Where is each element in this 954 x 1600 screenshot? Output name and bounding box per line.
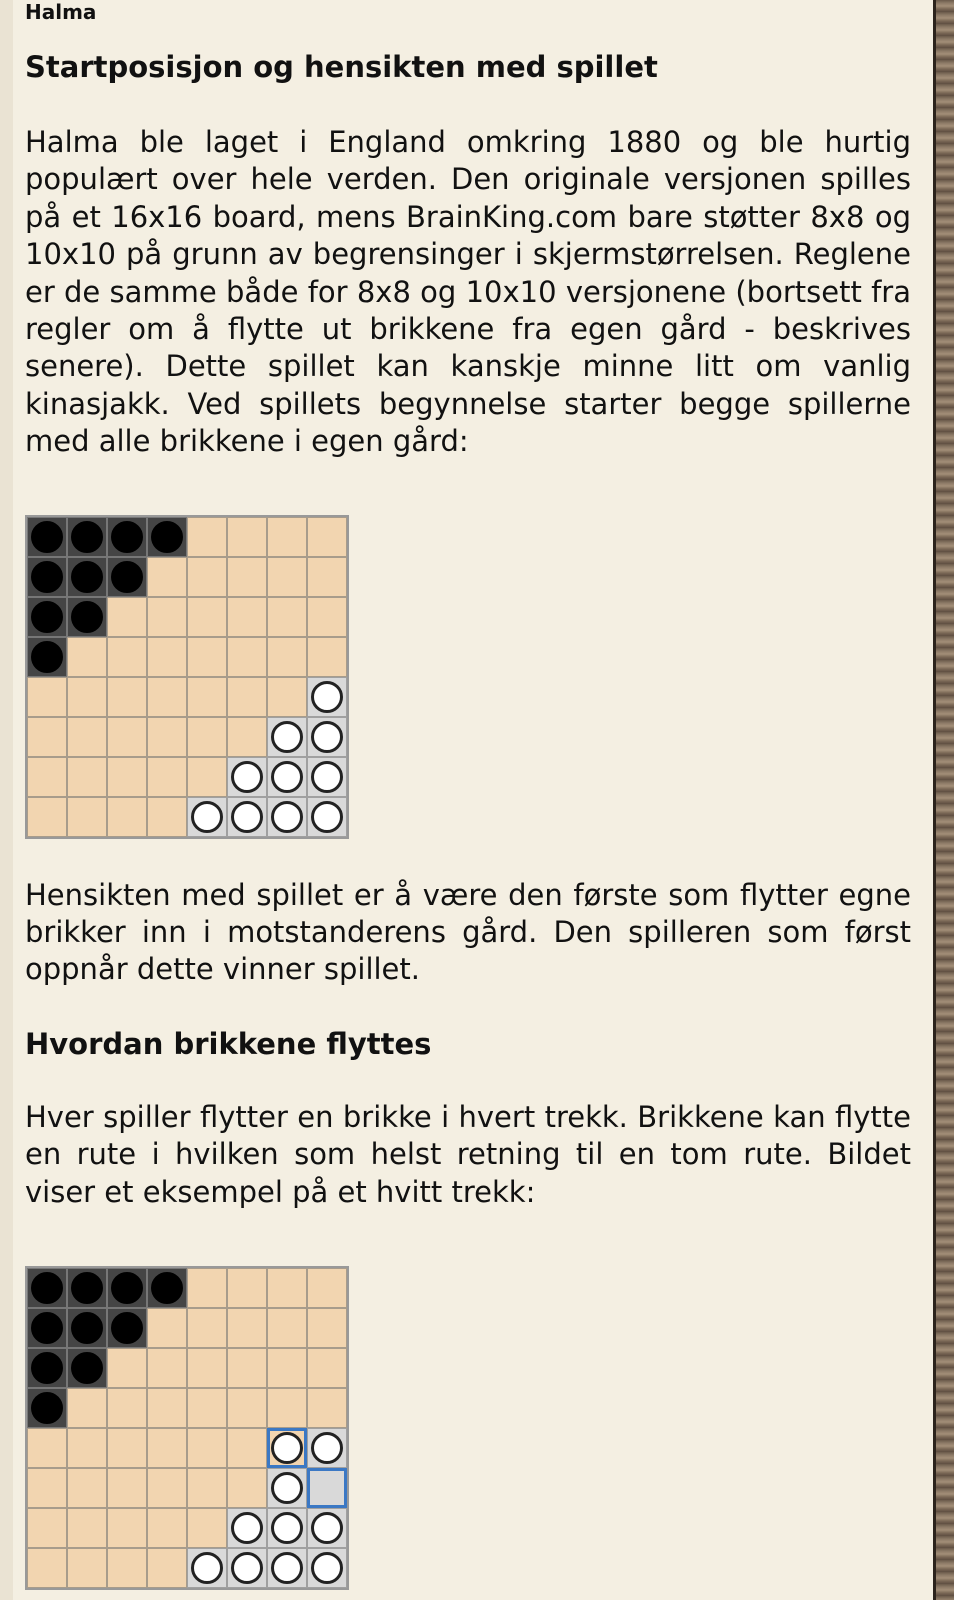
board-cell [67,1388,107,1428]
board-cell [227,1468,267,1508]
board-cell [307,517,347,557]
board-cell [27,797,67,837]
board-cell [107,1388,147,1428]
board-cell [307,717,347,757]
black-piece [31,601,63,633]
board-cell [267,677,307,717]
board-cell [27,1388,67,1428]
board-cell [307,677,347,717]
board-cell [187,637,227,677]
board-cell [27,1348,67,1388]
board-cell [187,1428,227,1468]
board-cell [227,677,267,717]
board-cell [147,677,187,717]
board-cell [267,1348,307,1388]
board-cell [147,1548,187,1588]
board-cell [147,637,187,677]
board-cell [67,677,107,717]
white-piece [191,1552,223,1584]
board-cell [107,557,147,597]
board-cell [107,1308,147,1348]
board-cell [227,1268,267,1308]
black-piece [111,1312,143,1344]
board-cell [147,517,187,557]
board-cell [147,717,187,757]
board-cell [187,757,227,797]
board-cell [107,597,147,637]
white-piece [311,761,343,793]
board-cell [267,1468,307,1508]
halma-board-start-position [25,515,349,839]
board-cell [227,797,267,837]
board-cell [147,597,187,637]
board-cell [187,1548,227,1588]
black-piece [71,1352,103,1384]
board-cell [67,717,107,757]
white-piece [311,801,343,833]
board-cell [307,1468,347,1508]
black-piece [71,601,103,633]
board-cell [227,1308,267,1348]
board-cell [227,1428,267,1468]
black-piece [31,1272,63,1304]
board-cell [27,677,67,717]
board-cell [227,1348,267,1388]
white-piece [271,1432,303,1464]
board-cell [307,597,347,637]
white-piece [311,721,343,753]
board-cell [147,1508,187,1548]
board-cell [107,1268,147,1308]
board-cell [27,557,67,597]
board-cell [267,1308,307,1348]
board-cell [187,1268,227,1308]
board-cell [67,1548,107,1588]
board-cell [227,557,267,597]
board-cell [67,757,107,797]
black-piece [71,1312,103,1344]
board-cell [27,1508,67,1548]
board-cell [27,637,67,677]
board-cell [227,597,267,637]
board-cell [147,797,187,837]
black-piece [71,1272,103,1304]
black-piece [71,521,103,553]
white-piece [311,1432,343,1464]
board-cell [107,677,147,717]
white-piece [271,801,303,833]
board-cell [227,1508,267,1548]
board-cell [267,1388,307,1428]
board-cell [187,797,227,837]
board-cell [187,557,227,597]
board-cell [107,1428,147,1468]
board-cell [107,1468,147,1508]
board-cell [267,597,307,637]
board-cell [67,1428,107,1468]
board-cell [307,797,347,837]
board-cell [267,557,307,597]
board-cell [67,1348,107,1388]
board-cell [227,517,267,557]
white-piece [311,1512,343,1544]
black-piece [31,1392,63,1424]
board-cell [147,1348,187,1388]
board-cell [27,1268,67,1308]
board-cell [147,1388,187,1428]
board-cell [67,1468,107,1508]
black-piece [71,561,103,593]
white-piece [231,1552,263,1584]
board-cell [227,637,267,677]
board-cell [147,1308,187,1348]
black-piece [31,641,63,673]
board-cell [307,557,347,597]
white-piece [231,801,263,833]
white-piece [271,721,303,753]
section-heading-start: Startposisjon og hensikten med spillet [25,50,658,84]
decorative-border [933,0,954,1600]
board-cell [147,1428,187,1468]
board-cell [187,1508,227,1548]
board-cell [307,757,347,797]
white-piece [231,1512,263,1544]
white-piece [311,681,343,713]
board-cell [107,717,147,757]
board-cell [67,1268,107,1308]
black-piece [111,521,143,553]
halma-board-move-example [25,1266,349,1590]
board-cell [227,1548,267,1588]
board-cell [27,1548,67,1588]
board-cell [267,637,307,677]
board-cell [147,1268,187,1308]
board-cell [187,597,227,637]
board-cell [307,1428,347,1468]
board-cell [267,1548,307,1588]
board-cell [107,1348,147,1388]
board-cell [187,517,227,557]
board-cell [107,637,147,677]
black-piece [111,561,143,593]
white-piece [271,1552,303,1584]
board-cell [147,1468,187,1508]
board-cell [147,757,187,797]
goal-paragraph: Hensikten med spillet er å være den første som flytter egne brikker inn i motstanderens gård. Den spilleren som først oppnår dette vinner spillet. [25,877,911,987]
board-cell [307,1388,347,1428]
board-cell [307,1268,347,1308]
board-cell [67,517,107,557]
board-cell [67,637,107,677]
move-paragraph: Hver spiller flytter en brikke i hvert trekk. Brikkene kan flytte en rute i hvilken som helst retning til en tom rute. Bildet viser et eksempel på et hvitt trekk: [25,1099,911,1209]
board-cell [67,597,107,637]
board-cell [187,1348,227,1388]
board-cell [227,1388,267,1428]
board-cell [267,517,307,557]
board-cell [67,797,107,837]
board-cell [267,717,307,757]
board-cell [107,1548,147,1588]
black-piece [111,1272,143,1304]
board-cell [107,757,147,797]
black-piece [31,521,63,553]
board-cell [267,797,307,837]
board-cell [187,717,227,757]
board-cell [267,1428,307,1468]
board-cell [267,757,307,797]
black-piece [151,521,183,553]
white-piece [271,1472,303,1504]
board-cell [187,1308,227,1348]
board-cell [27,757,67,797]
board-cell [27,517,67,557]
black-piece [31,561,63,593]
board-cell [307,1348,347,1388]
board-cell [107,797,147,837]
board-cell [187,1388,227,1428]
board-cell [267,1268,307,1308]
board-cell [67,1508,107,1548]
white-piece [311,1552,343,1584]
white-piece [271,761,303,793]
article-content [25,0,911,1590]
board-cell [107,1508,147,1548]
black-piece [31,1312,63,1344]
page-left-edge [0,0,13,1600]
site-label: Halma [25,0,97,24]
board-cell [307,637,347,677]
board-cell [27,597,67,637]
section-heading-moves: Hvordan brikkene flyttes [25,1026,432,1061]
black-piece [31,1352,63,1384]
intro-paragraph: Halma ble laget i England omkring 1880 og ble hurtig populært over hele verden. Den originale versjonen spilles på et 16x16 board, mens BrainKing.com bare støtter 8x8 og 10x10 på grunn av begrensinger i skjermstørrelsen. Reglene er de samme både for 8x8 og 10x10 versjonene (bortsett fra regler om å flytte ut brikkene fra egen gård - beskrives senere). Dette spillet kan kanskje minne litt om vanlig kinasjakk. Ved spillets begynnelse starter begge spillerne med alle brikkene i egen gård: [25,125,911,459]
board-cell [27,1428,67,1468]
board-cell [27,1468,67,1508]
white-piece [191,801,223,833]
board-cell [307,1508,347,1548]
board-cell [67,1308,107,1348]
board-cell [147,557,187,597]
board-cell [227,757,267,797]
black-piece [151,1272,183,1304]
board-cell [307,1548,347,1588]
white-piece [271,1512,303,1544]
board-cell [187,677,227,717]
board-cell [187,1468,227,1508]
board-cell [267,1508,307,1548]
board-cell [227,717,267,757]
board-cell [27,1308,67,1348]
board-cell [67,557,107,597]
board-cell [107,517,147,557]
board-cell [307,1308,347,1348]
board-cell [27,717,67,757]
white-piece [231,761,263,793]
